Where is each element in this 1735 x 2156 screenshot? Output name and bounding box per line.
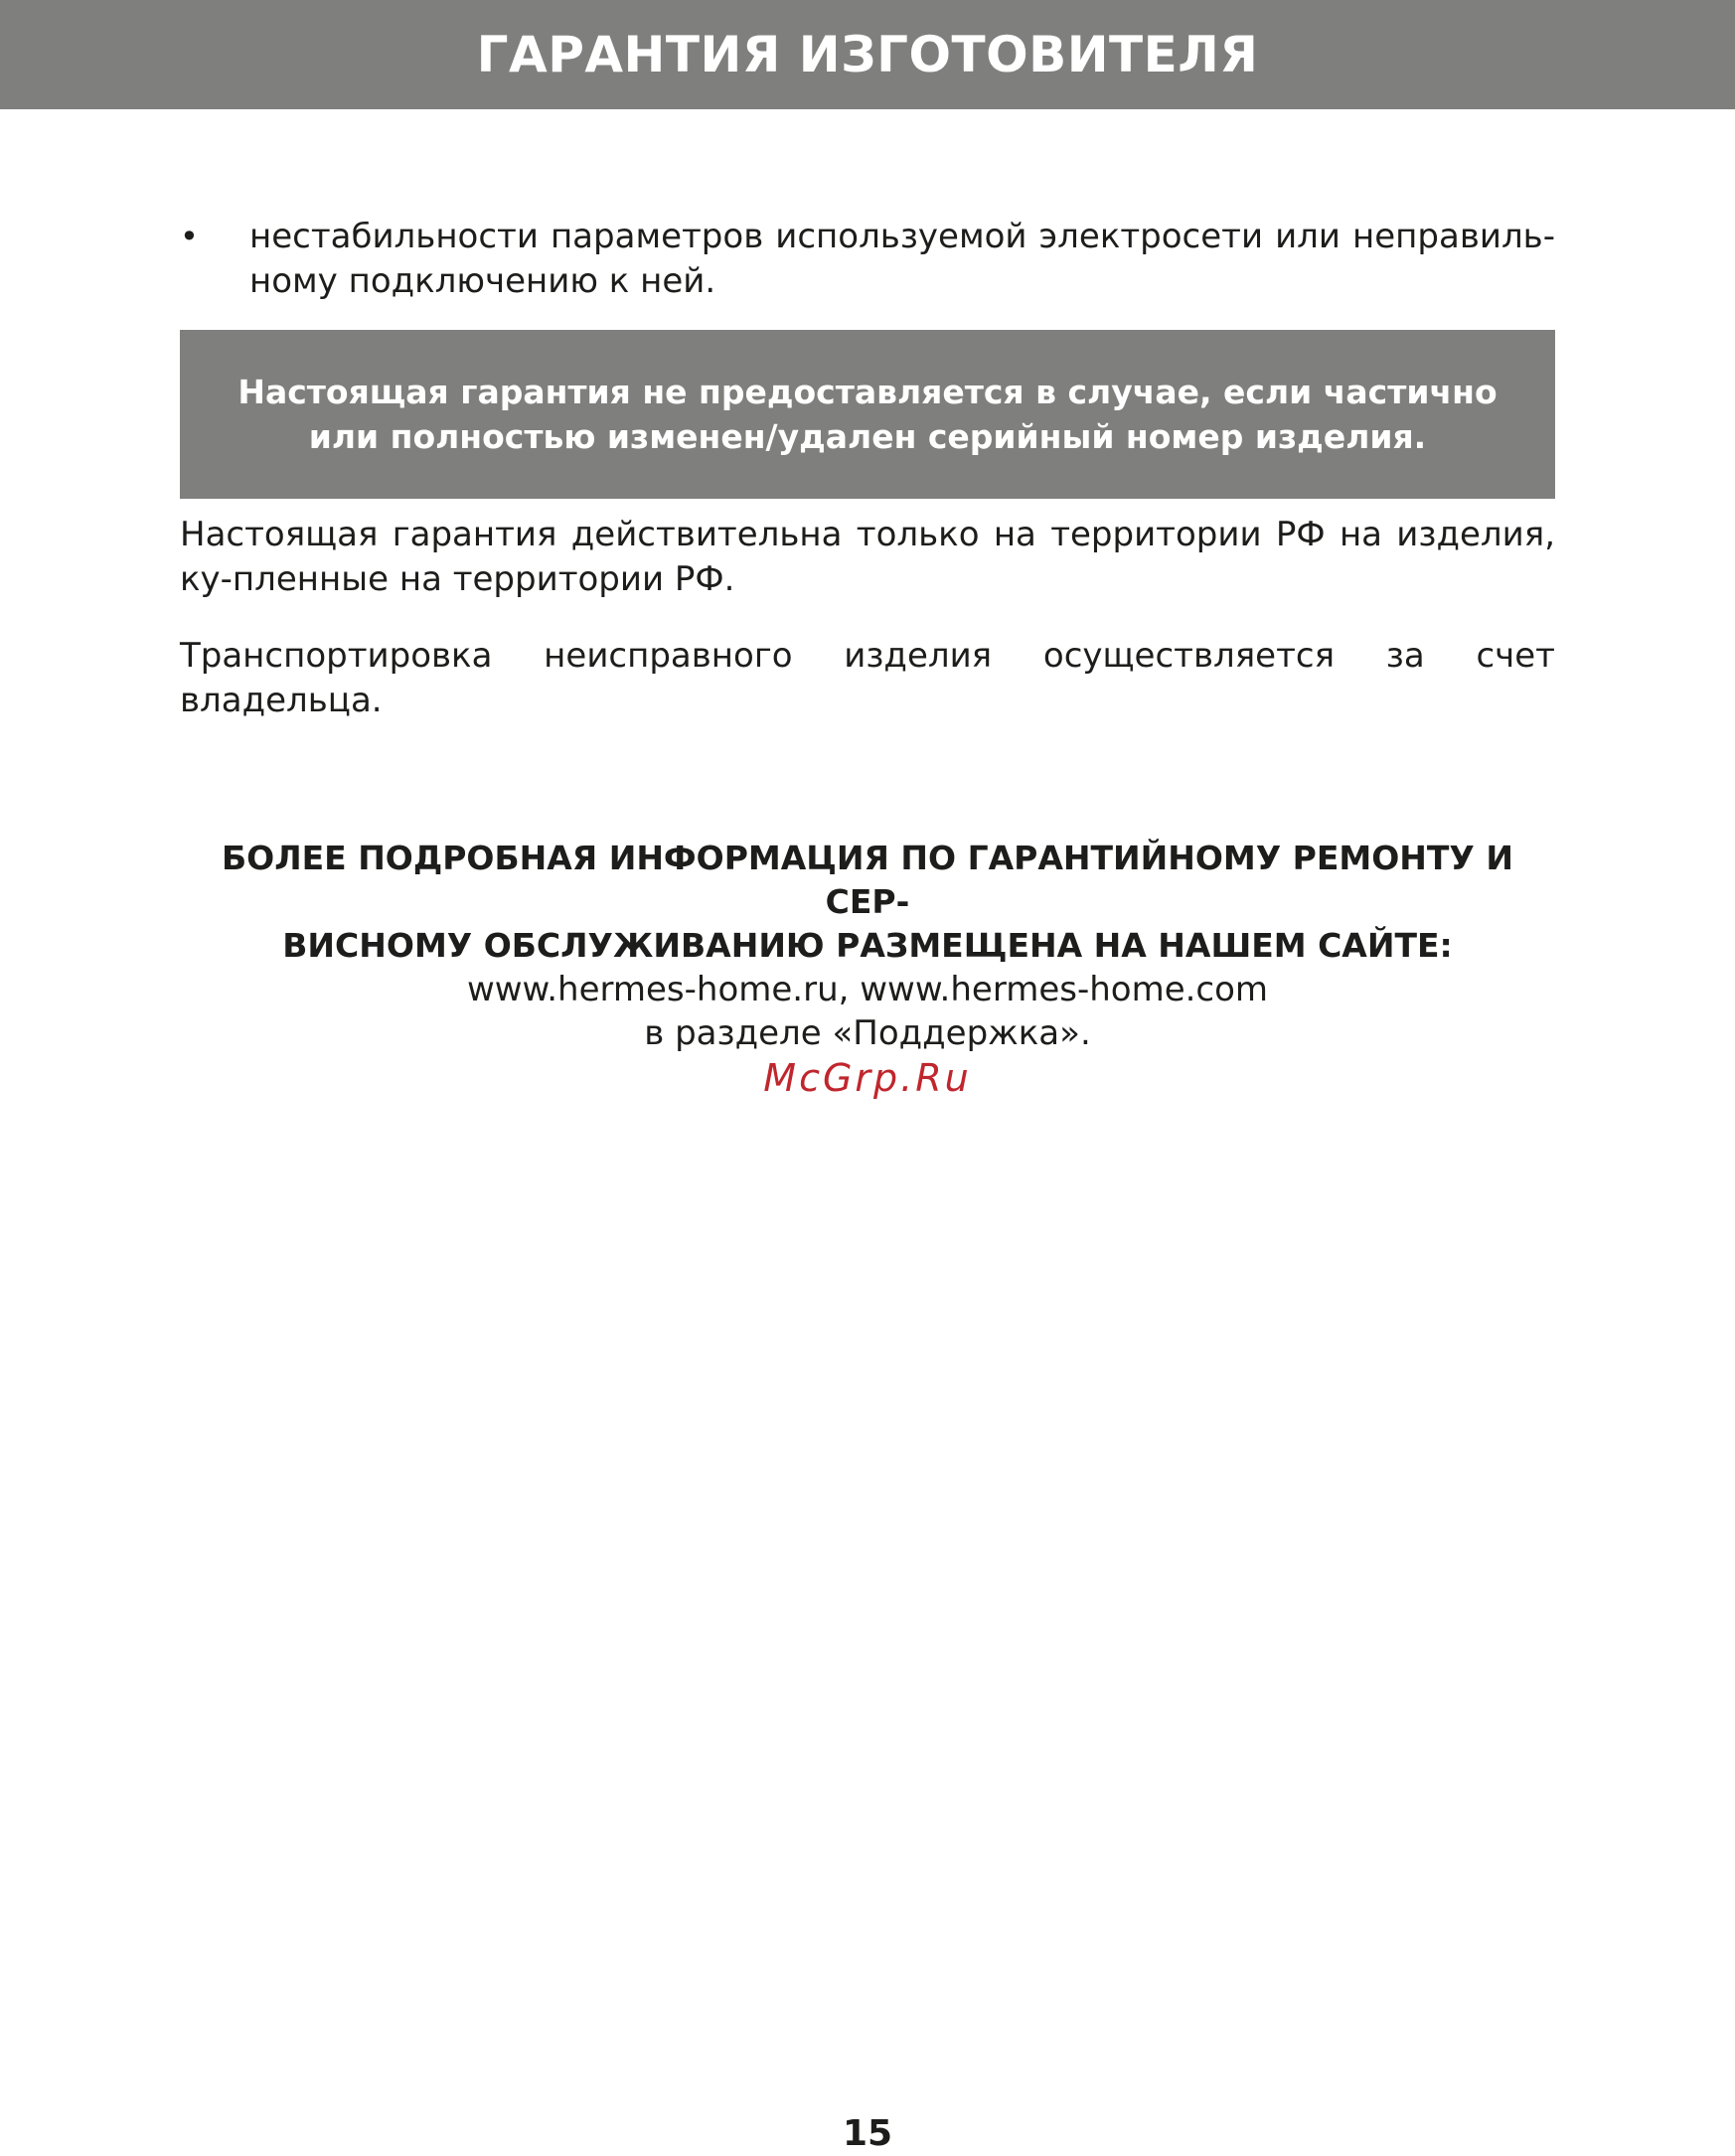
more-info-heading-line-2: ВИСНОМУ ОБСЛУЖИВАНИЮ РАЗМЕЩЕНА НА НАШЕМ САЙТЕ:	[282, 926, 1453, 965]
territory-paragraph: Настоящая гарантия действительна только на территории РФ на изделия, ку-пленные на территории РФ.	[180, 515, 1555, 599]
page-number: 15	[842, 2113, 893, 2154]
bullet-marker: •	[180, 218, 199, 255]
bullet-list-item	[180, 215, 1555, 304]
watermark: McGrp.Ru	[763, 1056, 972, 1100]
notice-text	[180, 370, 1555, 459]
page-title: ГАРАНТИЯ ИЗГОТОВИТЕЛЯ	[476, 26, 1259, 83]
header-bar	[0, 0, 1735, 109]
notice-line-1: Настоящая гарантия не предоставляется в случае, если частично	[237, 373, 1498, 411]
notice-box	[180, 330, 1555, 499]
more-info-block	[180, 837, 1555, 1055]
transport-paragraph: Транспортировка неисправного изделия осуществляется за счет владельца.	[180, 636, 1555, 720]
website-links[interactable]: www.hermes-home.ru, www.hermes-home.com	[466, 970, 1269, 1009]
bullet-text: нестабильности параметров используемой электросети или неправиль-ному подключению к ней.	[249, 217, 1555, 301]
notice-line-2: или полностью изменен/удален серийный номер изделия.	[308, 417, 1427, 456]
more-info-heading-line-1: БОЛЕЕ ПОДРОБНАЯ ИНФОРМАЦИЯ ПО ГАРАНТИЙНОМУ РЕМОНТУ И СЕР-	[222, 839, 1513, 921]
support-section-note: в разделе «Поддержка».	[644, 1013, 1091, 1053]
